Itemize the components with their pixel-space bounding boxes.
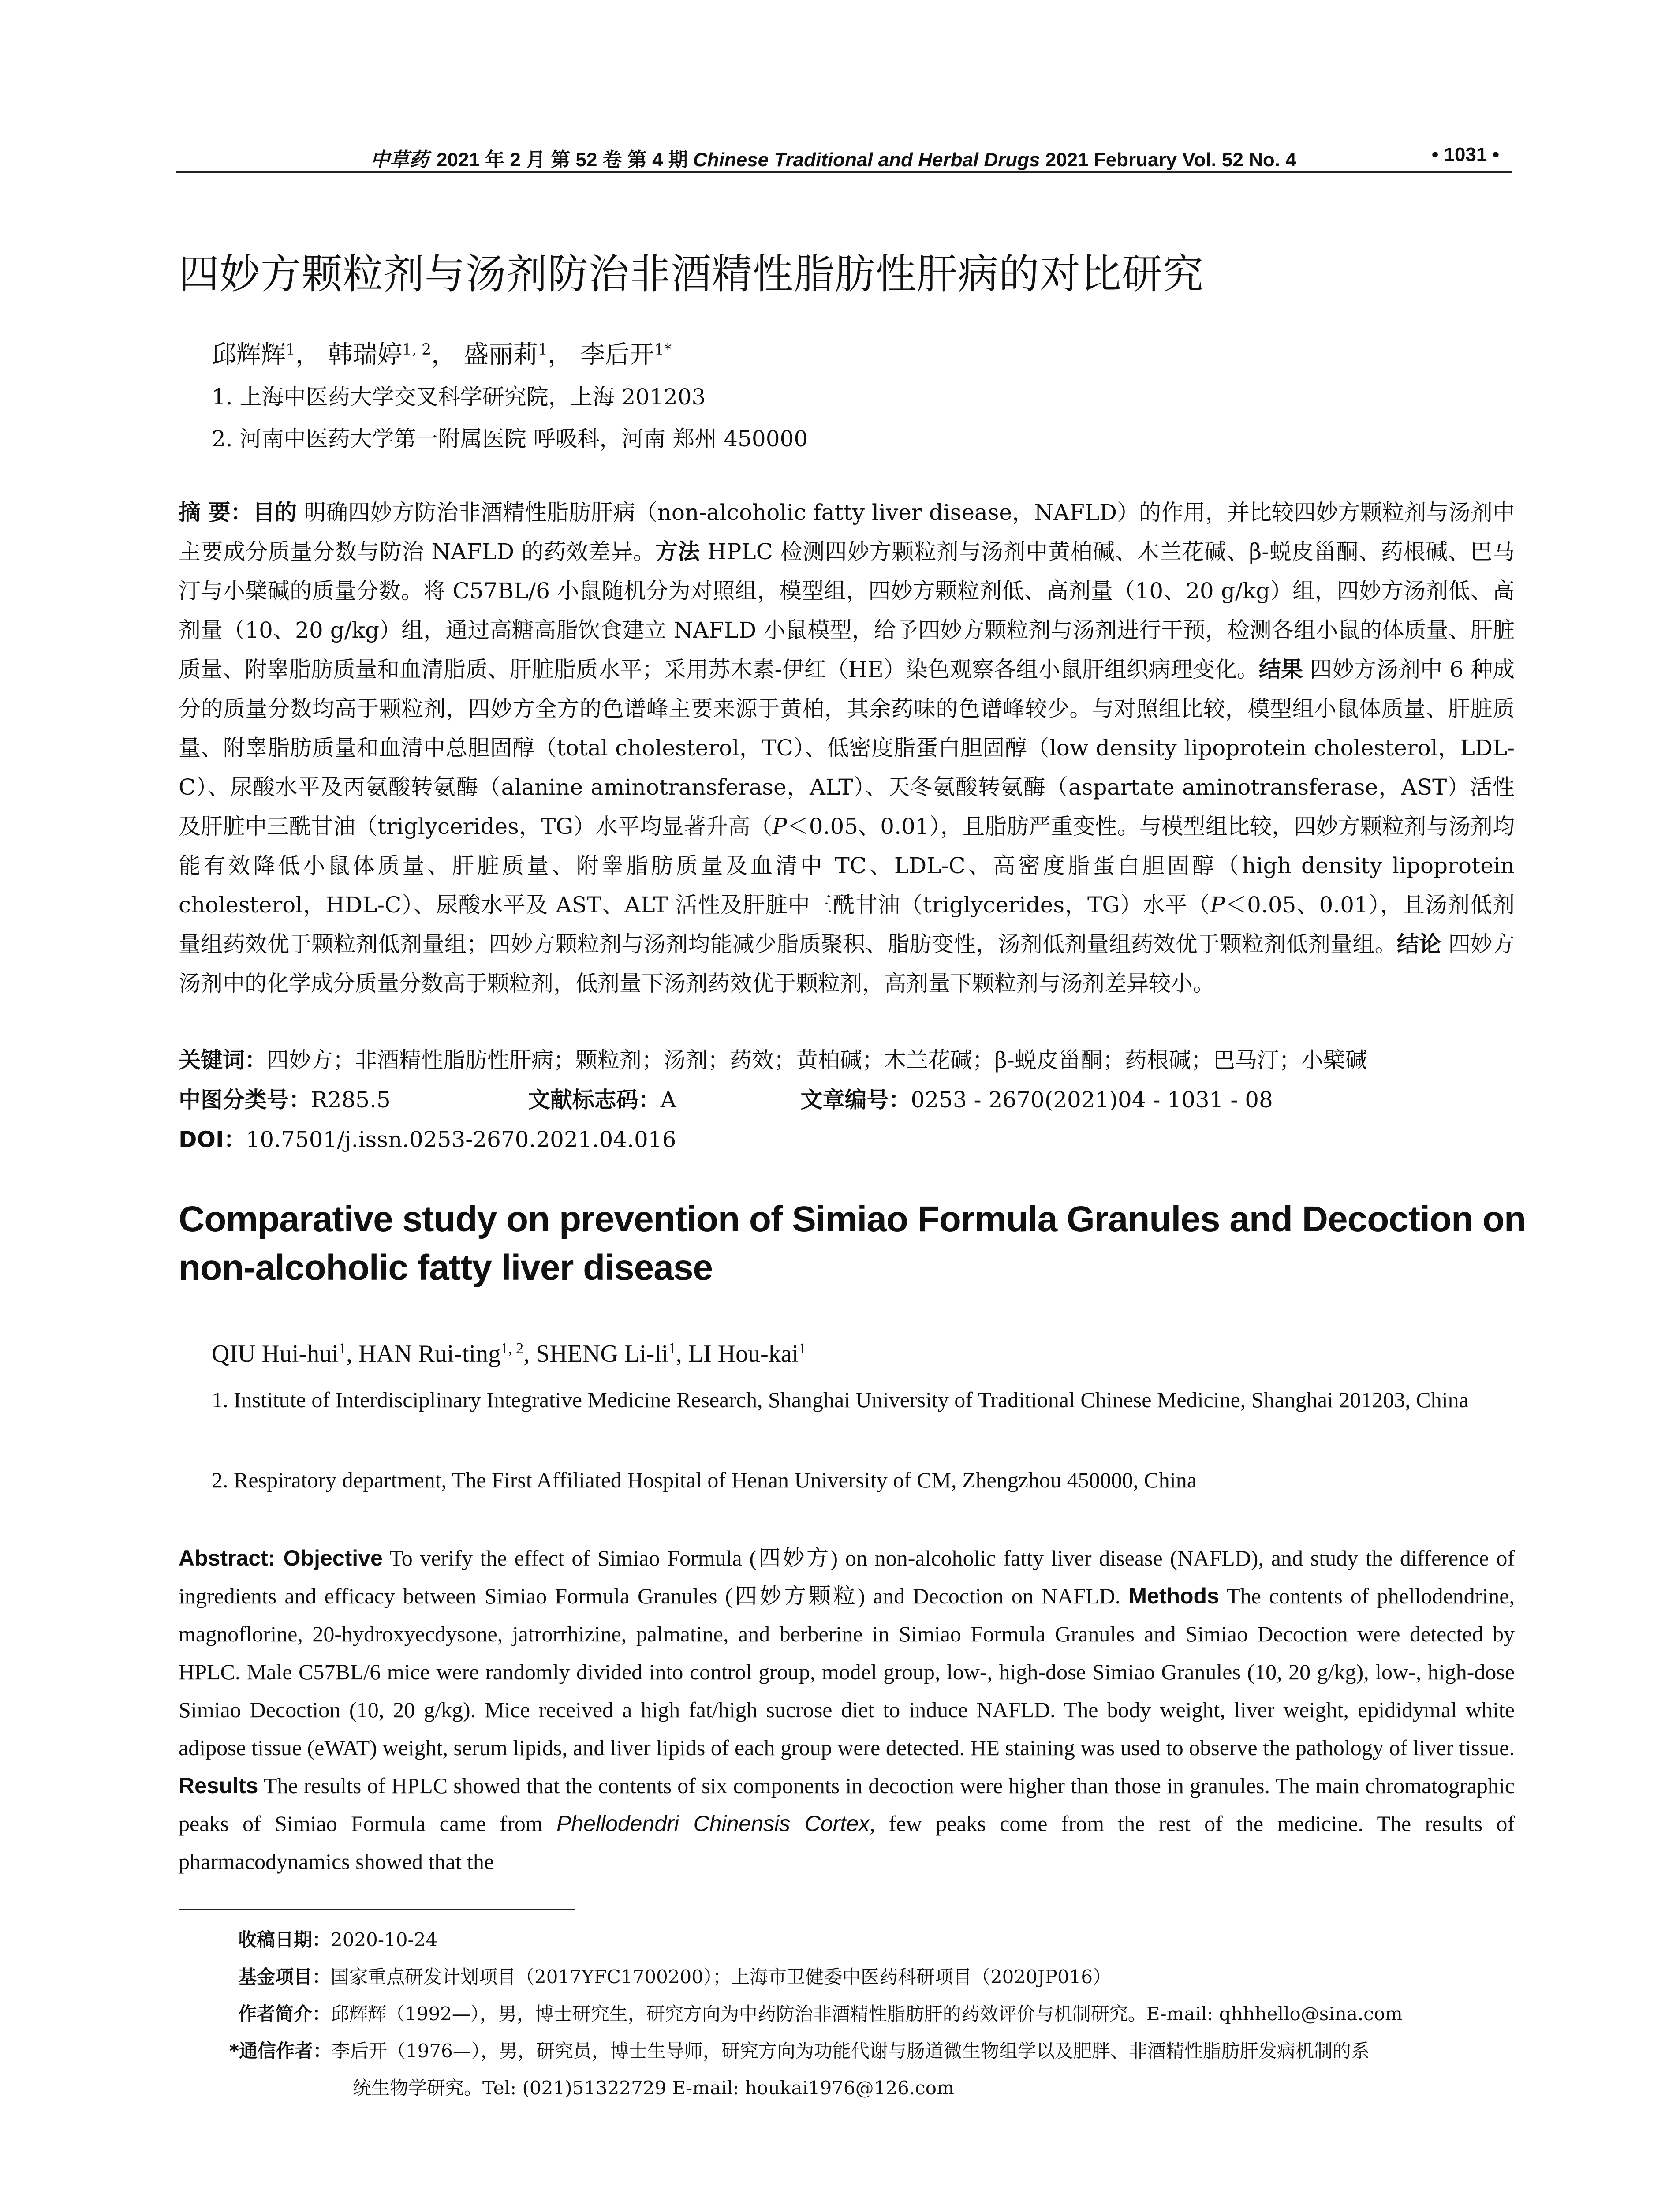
keywords-text: 四妙方；非酒精性脂肪性肝病；颗粒剂；汤剂；药效；黄柏碱；木兰花碱；β-蜕皮甾酮；药根碱；巴马汀；小檗碱 [267,1047,1367,1073]
species-name: Phellodendri Chinensis Cortex [556,1811,870,1836]
doi-label: DOI： [179,1127,246,1152]
author-en: HAN Rui-ting [358,1340,501,1368]
footnote-corresponding [229,2037,1508,2066]
running-header [176,140,1512,173]
author-affiliation-mark: 1 [538,340,548,359]
author-affiliation-mark: 1, 2 [402,340,432,359]
clc-label: 中图分类号： [179,1087,311,1113]
fund-text: 国家重点研发计划项目（2017YFC1700200）；上海市卫健委中医药科研项目（2020JP016） [331,1966,1112,1988]
corresponding-text: 李后开（1976—），男，研究员，博士生导师，研究方向为功能代谢与肠道微生物组学以及肥胖、非酒精性脂肪肝发病机制的系 [331,2040,1370,2062]
author-en: SHENG Li-li [536,1340,668,1368]
results-text-cn: ＜0.05、0.01），且脂肪严重变性。与模型组比较，四妙方颗粒剂与汤剂均能有效降低小鼠体质量、肝脏质量、附睾脂肪质量及血清中 TC、LDL-C、高密度脂蛋白胆固醇（high density lipoprotein cholesterol，HDL-C）、尿酸水平及 AST、ALT 活性及肝脏中三酰甘油（triglycerides，TG）水平（ [179,814,1515,918]
author-en: LI Hou-kai [688,1340,799,1368]
objective-text-en: To verify the effect of Simiao Formula (四妙方) on non-alcoholic fatty liver disease (NAFLD), and study the difference of ingredients and efficacy between Simiao Formula Granules (四妙方颗粒) and Decoction on NAFLD. [179,1546,1515,1608]
affiliation-en-text: 1. Institute of Interdisciplinary Integrative Medicine Research, Shanghai University of Traditional Chinese Medicine, Shanghai 201203, China [212,1387,1469,1412]
methods-label-en: Methods [1128,1584,1219,1608]
abstract-label-en: Abstract: [179,1546,276,1570]
journal-name-cn: 中草药 [370,149,429,171]
article-number-value: 0253 - 2670(2021)04 - 1031 - 08 [911,1087,1273,1113]
abstract-cn [179,493,1515,1003]
conclusion-text-cn: 四妙方汤剂中的化学成分质量分数高于颗粒剂，低剂量下汤剂药效优于颗粒剂，高剂量下颗粒剂与汤剂差异较小。 [179,931,1515,996]
results-label-cn: 结果 [1258,657,1303,682]
doc-code-label: 文献标志码： [528,1087,661,1113]
classification-line [179,1080,1273,1120]
author-separator: ， [295,340,321,369]
author-cn: 韩瑞婷 [328,340,402,369]
header-citation [370,144,1296,172]
author-cn: 李后开 [580,340,654,369]
doc-code-value: A [660,1087,676,1113]
author-separator: ， [548,340,573,369]
author-affiliation-mark: 1 [799,1339,806,1357]
authors-cn [212,335,672,370]
issue-date-cn: 2021 年 2 月 第 52 卷 第 4 期 [437,149,688,171]
bio-text: 邱辉辉（1992—），男，博士研究生，研究方向为中药防治非酒精性脂肪肝的药效评价与机制研究。E-mail: qhhhello@sina.com [331,2003,1403,2025]
results-text-cn: ＜0.05、0.01），且汤剂低剂量组药效优于颗粒剂低剂量组；四妙方颗粒剂与汤剂均能减少脂质聚积、脂肪变性，汤剂低剂量组药效优于颗粒剂低剂量组。 [179,892,1515,957]
journal-name-en: Chinese Traditional and Herbal Drugs [693,149,1040,171]
author-separator: , [523,1340,536,1368]
abstract-en [179,1539,1515,1880]
footnote-label: 基金项目： [238,1966,331,1988]
results-text-en: , few peaks come from the rest of the medicine. The results of pharmacodynamics showed that the [179,1811,1515,1874]
page-number: • 1031 • [1431,144,1499,165]
objective-label-en: Objective [275,1546,383,1570]
authors-en [212,1340,806,1368]
author-affiliation-mark: 1 [668,1339,676,1357]
p-value-symbol: P [772,814,787,839]
author-affiliation-mark: 1 [338,1339,347,1357]
abstract-label-cn: 摘 要： [179,500,253,525]
methods-text-cn: HPLC 检测四妙方颗粒剂与汤剂中黄柏碱、木兰花碱、β-蜕皮甾酮、药根碱、巴马汀与小檗碱的质量分数。将 C57BL/6 小鼠随机分为对照组，模型组，四妙方颗粒剂低、高剂量（10、20 g/kg）组，四妙方汤剂低、高剂量（10、20 g/kg）组，通过高糖高脂饮食建立 NAFLD 小鼠模型，给予四妙方颗粒剂与汤剂进行干预，检测各组小鼠的体质量、肝脏质量、附睾脂肪质量和血清脂质、肝脏脂质水平；采用苏木素-伊红（HE）染色观察各组小鼠肝组织病理变化。 [179,539,1515,682]
keywords-label: 关键词： [179,1047,267,1073]
author-affiliation-mark: 1* [654,340,672,359]
affiliation-en [212,1380,1515,1419]
author-separator: , [676,1340,688,1368]
affiliation-cn: 1. 上海中医药大学交叉科学研究院，上海 201203 [212,384,706,410]
results-text-cn: 四妙方汤剂中 6 种成分的质量分数均高于颗粒剂，四妙方全方的色谱峰主要来源于黄柏，其余药味的色谱峰较少。与对照组比较，模型组小鼠体质量、肝脏质量、附睾脂肪质量和血清中总胆固醇（total cholesterol，TC）、低密度脂蛋白胆固醇（low density lipoprotein cholesterol，LDL-C）、尿酸水平及丙氨酸转氨酶（alanine aminotransferase，ALT）、天冬氨酸转氨酶（aspartate aminotransferase，AST）活性及肝脏中三酰甘油（triglycerides，TG）水平均显著升高（ [179,657,1515,839]
affiliation-en: 2. Respiratory department, The First Affiliated Hospital of Henan University of CM, Zhengzhou 450000, China [212,1468,1197,1492]
methods-label-cn: 方法 [655,539,700,564]
conclusion-label-cn: 结论 [1396,931,1441,957]
article-number-label: 文章编号： [800,1087,911,1113]
issue-date-en: 2021 February Vol. 52 No. 4 [1040,149,1296,171]
author-affiliation-mark: 1 [286,340,296,359]
footnote-bio [238,1999,1517,2029]
objective-label-cn: 目的 [252,500,297,525]
clc-value: R285.5 [311,1087,391,1113]
author-separator: ， [431,340,456,369]
title-cn: 四妙方颗粒剂与汤剂防治非酒精性脂肪性肝病的对比研究 [179,250,1204,298]
footnote-label: 作者简介： [238,2003,331,2025]
footnote-received [238,1925,1517,1955]
footnote-divider [179,1909,575,1910]
title-en: Comparative study on prevention of Simiao Formula Granules and Decoction on non-alcoholic fatty liver disease [179,1199,1526,1288]
author-separator: , [346,1340,359,1368]
affiliation-cn: 2. 河南中医药大学第一附属医院 呼吸科，河南 郑州 450000 [212,426,808,452]
received-date: 2020-10-24 [331,1929,438,1951]
keywords-cn [179,1041,1367,1080]
footnote-label: *通信作者： [229,2040,332,2062]
footnote-corresponding-cont: 统生物学研究。Tel: (021)51322729 E-mail: houkai1976@126.com [353,2077,954,2099]
author-cn: 盛丽莉 [463,340,538,369]
doi-value[interactable]: 10.7501/j.issn.0253-2670.2021.04.016 [246,1127,676,1152]
doi-line [179,1120,676,1159]
author-cn: 邱辉辉 [212,340,286,369]
footnote-label: 收稿日期： [238,1929,331,1951]
methods-text-en: The contents of phellodendrine, magnoflorine, 20-hydroxyecdysone, jatrorrhizine, palmatine, and berberine in Simiao Formula Granules and Simiao Decoction were detected by HPLC. Male C57BL/6 mice were randomly divided into control group, model group, low-, high-dose Simiao Granules (10, 20 g/kg), low-, high-dose Simiao Decoction (10, 20 g/kg). Mice received a high fat/high sucrose diet to induce NAFLD. The body weight, liver weight, epididymal white adipose tissue (eWAT) weight, serum lipids, and liver lipids of each group were detected. HE staining was used to observe the pathology of liver tissue. [179,1584,1515,1760]
author-affiliation-mark: 1, 2 [500,1339,524,1357]
footnote-fund [238,1962,1517,1992]
results-text-en: The results of HPLC showed that the contents of six components in decoction were higher than those in granules. The main chromatographic peaks of Simiao Formula came from [179,1773,1515,1836]
objective-text-cn: 明确四妙方防治非酒精性脂肪肝病（non-alcoholic fatty liver disease，NAFLD）的作用，并比较四妙方颗粒剂与汤剂中主要成分质量分数与防治 NAFLD 的药效差异。 [179,500,1515,564]
results-label-en: Results [179,1773,258,1798]
p-value-symbol: P [1210,892,1225,918]
author-en: QIU Hui-hui [212,1340,339,1368]
